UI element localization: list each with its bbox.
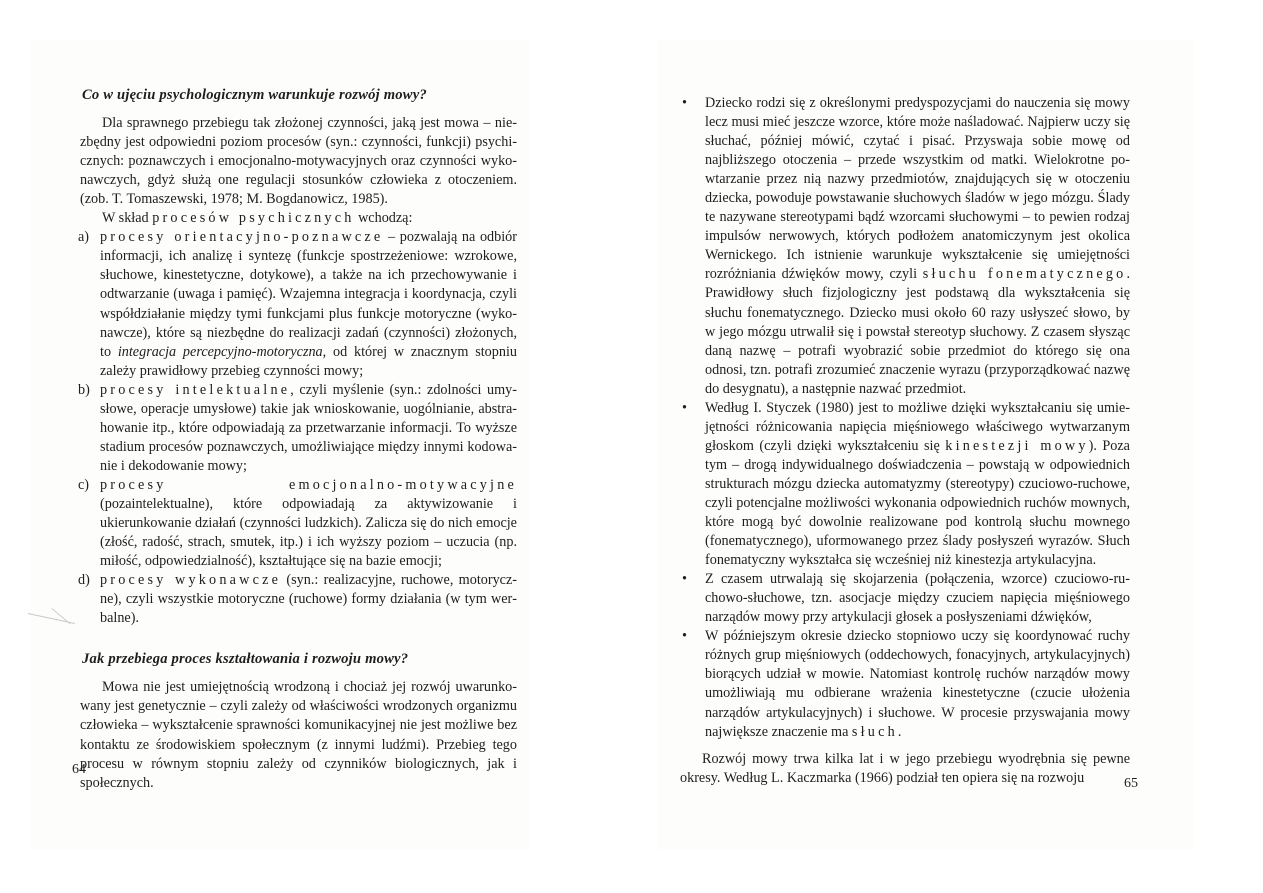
list-marker: d) [78, 572, 90, 589]
spaced-term: kinestezji mowy [945, 437, 1089, 454]
section-heading: Co w ujęciu psychologicznym warunkuje rozwój mowy? [82, 87, 427, 103]
spaced-term: procesów psychicznych [152, 210, 355, 227]
page-number: 64 [72, 762, 86, 777]
right-page-text [680, 94, 1130, 788]
spaced-term: procesy orientacyjno-poznawcze [100, 229, 384, 246]
spaced-term: procesy emocjonalno-motywacyjne [100, 476, 517, 493]
list-item: • W późniejszym okresie dziecko stopniowo uczy się koordynować ruchy różnych grup mięśniowych (oddechowych, fonacyjnych, artykulacyjnych) biorących udział w mowie. Natomiast kontrolę ruchów narządów mowy umożliwiają mu odbierane wrażenia kinestetyczne (czucie ułożenia narządów artykulacyjnych) i słuchowe. W procesie przyswajania mowy największe znaczenie ma słuch. [682, 628, 1130, 740]
list-item: • Z czasem utrwalają się skojarzenia (połączenia, wzorce) czuciowo-ruchowo-słuchowe, tzn. asocjacje między czuciem napięcia mięśniowego narządów mowy przy artykulacji głosek a posłyszeniami dźwięków, [682, 571, 1130, 626]
list-item: d) procesy wykonawcze (syn.: realizacyjne, ruchowe, motoryczne), czyli wszystkie motoryczne (ruchowe) formy działania (w tym werbalne). [78, 572, 517, 627]
list-item: • Według I. Styczek (1980) jest to możliwe dzięki wykształcaniu się umiejętności różnicowania napięcia mięśniowego właściwego wytwarzanym głoskom (czyli dzięki wykształceniu się kinestezji mowy). Poza tym – drogą indywidualnego doświadczenia – powstają w odpowiednich strukturach mózgu dziecka automatyzmy (stereotypy) czuciowo-ruchowe, czyli potencjalne możliwości wykonania odpowiednich ruchów mownych, które mogą być dowolnie realizowane pod kontrolą słuchu mownego (fonematycznego), uformowanego przez ślady posłyszeń wyrazów. Słuch fonematyczny wykształca się wcześniej niż kinestezja artykulacyjna. [682, 399, 1130, 569]
italic-term: integracja percepcyjno-motoryczna [117, 343, 323, 360]
process-list [80, 228, 517, 628]
closing-paragraph: Rozwój mowy trwa kilka lat i w jego przebiegu wyodrębnia się pewne okresy. Według L. Kaczmarka (1966) podział ten opiera się na rozwoju [680, 750, 1130, 786]
section-heading: Jak przebiega proces kształtowania i rozwoju mowy? [82, 651, 409, 668]
list-item: • Dziecko rodzi się z określonymi predyspozycjami do nauczenia się mowy lecz musi mieć jeszcze wzorce, które może naśladować. Najpierw uczy się słuchać, później mówić, czytać i pisać. Przyswaja sobie mowę od najbliższego otoczenia – przede wszystkim od matki. Wielokrotne powtarzanie przez nią nazwy przedmiotów, znajdujących się w otoczeniu dziecka, powoduje powstawanie słuchowych śladów w jego mózgu. Ślady te nazywane stereotypami bądź wzorcami słuchowymi – to pewien rodzaj impulsów nerwowych, których podłożem anatomiczynym jest okolica Wernickego. Ich istnienie warunkuje wykształcenie się umiejętności rozróżniania dźwięków mowy, czyli słuchu fonematycznego. Prawidłowy słuch fizjologiczny jest podstawą dla wykształcenia się słuchu fonematycznego. Dziecko musi około 60 razy usłyszeć słowo, by w jego mózgu utrwalił się i powstał stereotyp słuchowy. Z czasem słysząc daną nazwę – potrafi wyobrazić sobie przedmiot do którego się ona odnosi, tzn. potrafi zrozumieć znaczenie wyrazu (przyporządkować nazwę do desygnatu), a następnie nazwać przedmiot. [682, 95, 1130, 397]
processes-intro: W skład procesów psychicznych wchodzą: [102, 210, 413, 227]
list-item: b) procesy intelektualne, czyli myślenie (syn.: zdolności umysłowe, operacje umysłowe) takie jak wnioskowanie, uogólnianie, abstrahowanie itp., które odpowiadają za przetwarzanie informacji. To wyższe stadium procesów poznawczych, umożliwiające między innymi kodowanie i dekodowanie mowy; [78, 381, 518, 474]
bullet-list [680, 94, 1130, 742]
list-marker: c) [78, 476, 90, 493]
list-marker: b) [78, 381, 90, 398]
spaced-term: słuch [851, 723, 898, 740]
right-page [658, 40, 1193, 850]
list-item: a) procesy orientacyjno-poznawcze – pozwalają na odbiór informacji, ich analizę i syntezę (funkcje spostrzeżeniowe: wzrokowe, słuchowe, kinestetyczne, dotykowe), a także na ich przechowywanie i odtwarzanie (uwaga i pamięć). Wzajemna integracja i koordynacja, czyli współdziałanie między tymi funkcjami plus funkcje motoryczne (wykonawcze), które są niezbędne do realizacji zadań (czynności) złożonych, to integracja percepcyjno-motoryczna, od której w znacznym stopniu zależy prawidłowy przebieg czynności mowy; [78, 229, 517, 379]
bullet-icon: • [682, 399, 687, 416]
list-item: c) procesy emocjonalno-motywacyjne (pozaintelektualne), które odpowiadają za aktywizowanie i ukierunkowanie działań (czynności ludzkich). Zalicza się do nich emocje (złość, radość, strach, smutek, itp.) i ich wyższy poziom – uczucia (np. miłość, odpowiedzialność), kształtujące się na bazie emocji; [78, 476, 517, 570]
page-number: 65 [1124, 776, 1138, 791]
spaced-term: procesy wykonawcze [100, 572, 282, 589]
pencil-annotation-mark [24, 613, 75, 644]
left-page [30, 40, 530, 850]
development-paragraph: Mowa nie jest umiejętnością wrodzoną i chociaż jej rozwój uwarunkowany jest genetycznie – czyli zależy od właściwości wrodzonych organizmu człowieka – wykształcenie sprawności komunikacyjnej nie jest możliwe bez kontaktu ze środowiskiem społecznym (z innymi ludźmi). Przebieg tego procesu w równym stopniu zależy od czynników biologicznych, jak i społecznych. [80, 679, 517, 791]
spaced-term: procesy intelektualne [100, 381, 291, 398]
intro-paragraph: Dla sprawnego przebiegu tak złożonej czynności, jaką jest mowa – niezbędny jest odpowiedni poziom procesów (syn.: czynności, funkcji) psychicznych: poznawczych i emocjonalno-motywacyjnych oraz czynności wykonawczych, gdyż służą one regulacji stosunków człowieka z otoczeniem. (zob. T. Tomaszewski, 1978; M. Bogdanowicz, 1985). [80, 115, 517, 208]
bullet-icon: • [682, 571, 687, 588]
spaced-term: słuchu fonematycznego [922, 266, 1127, 283]
bullet-icon: • [682, 628, 687, 645]
bullet-icon: • [682, 95, 687, 111]
left-page-text [80, 86, 517, 793]
list-marker: a) [78, 229, 90, 246]
